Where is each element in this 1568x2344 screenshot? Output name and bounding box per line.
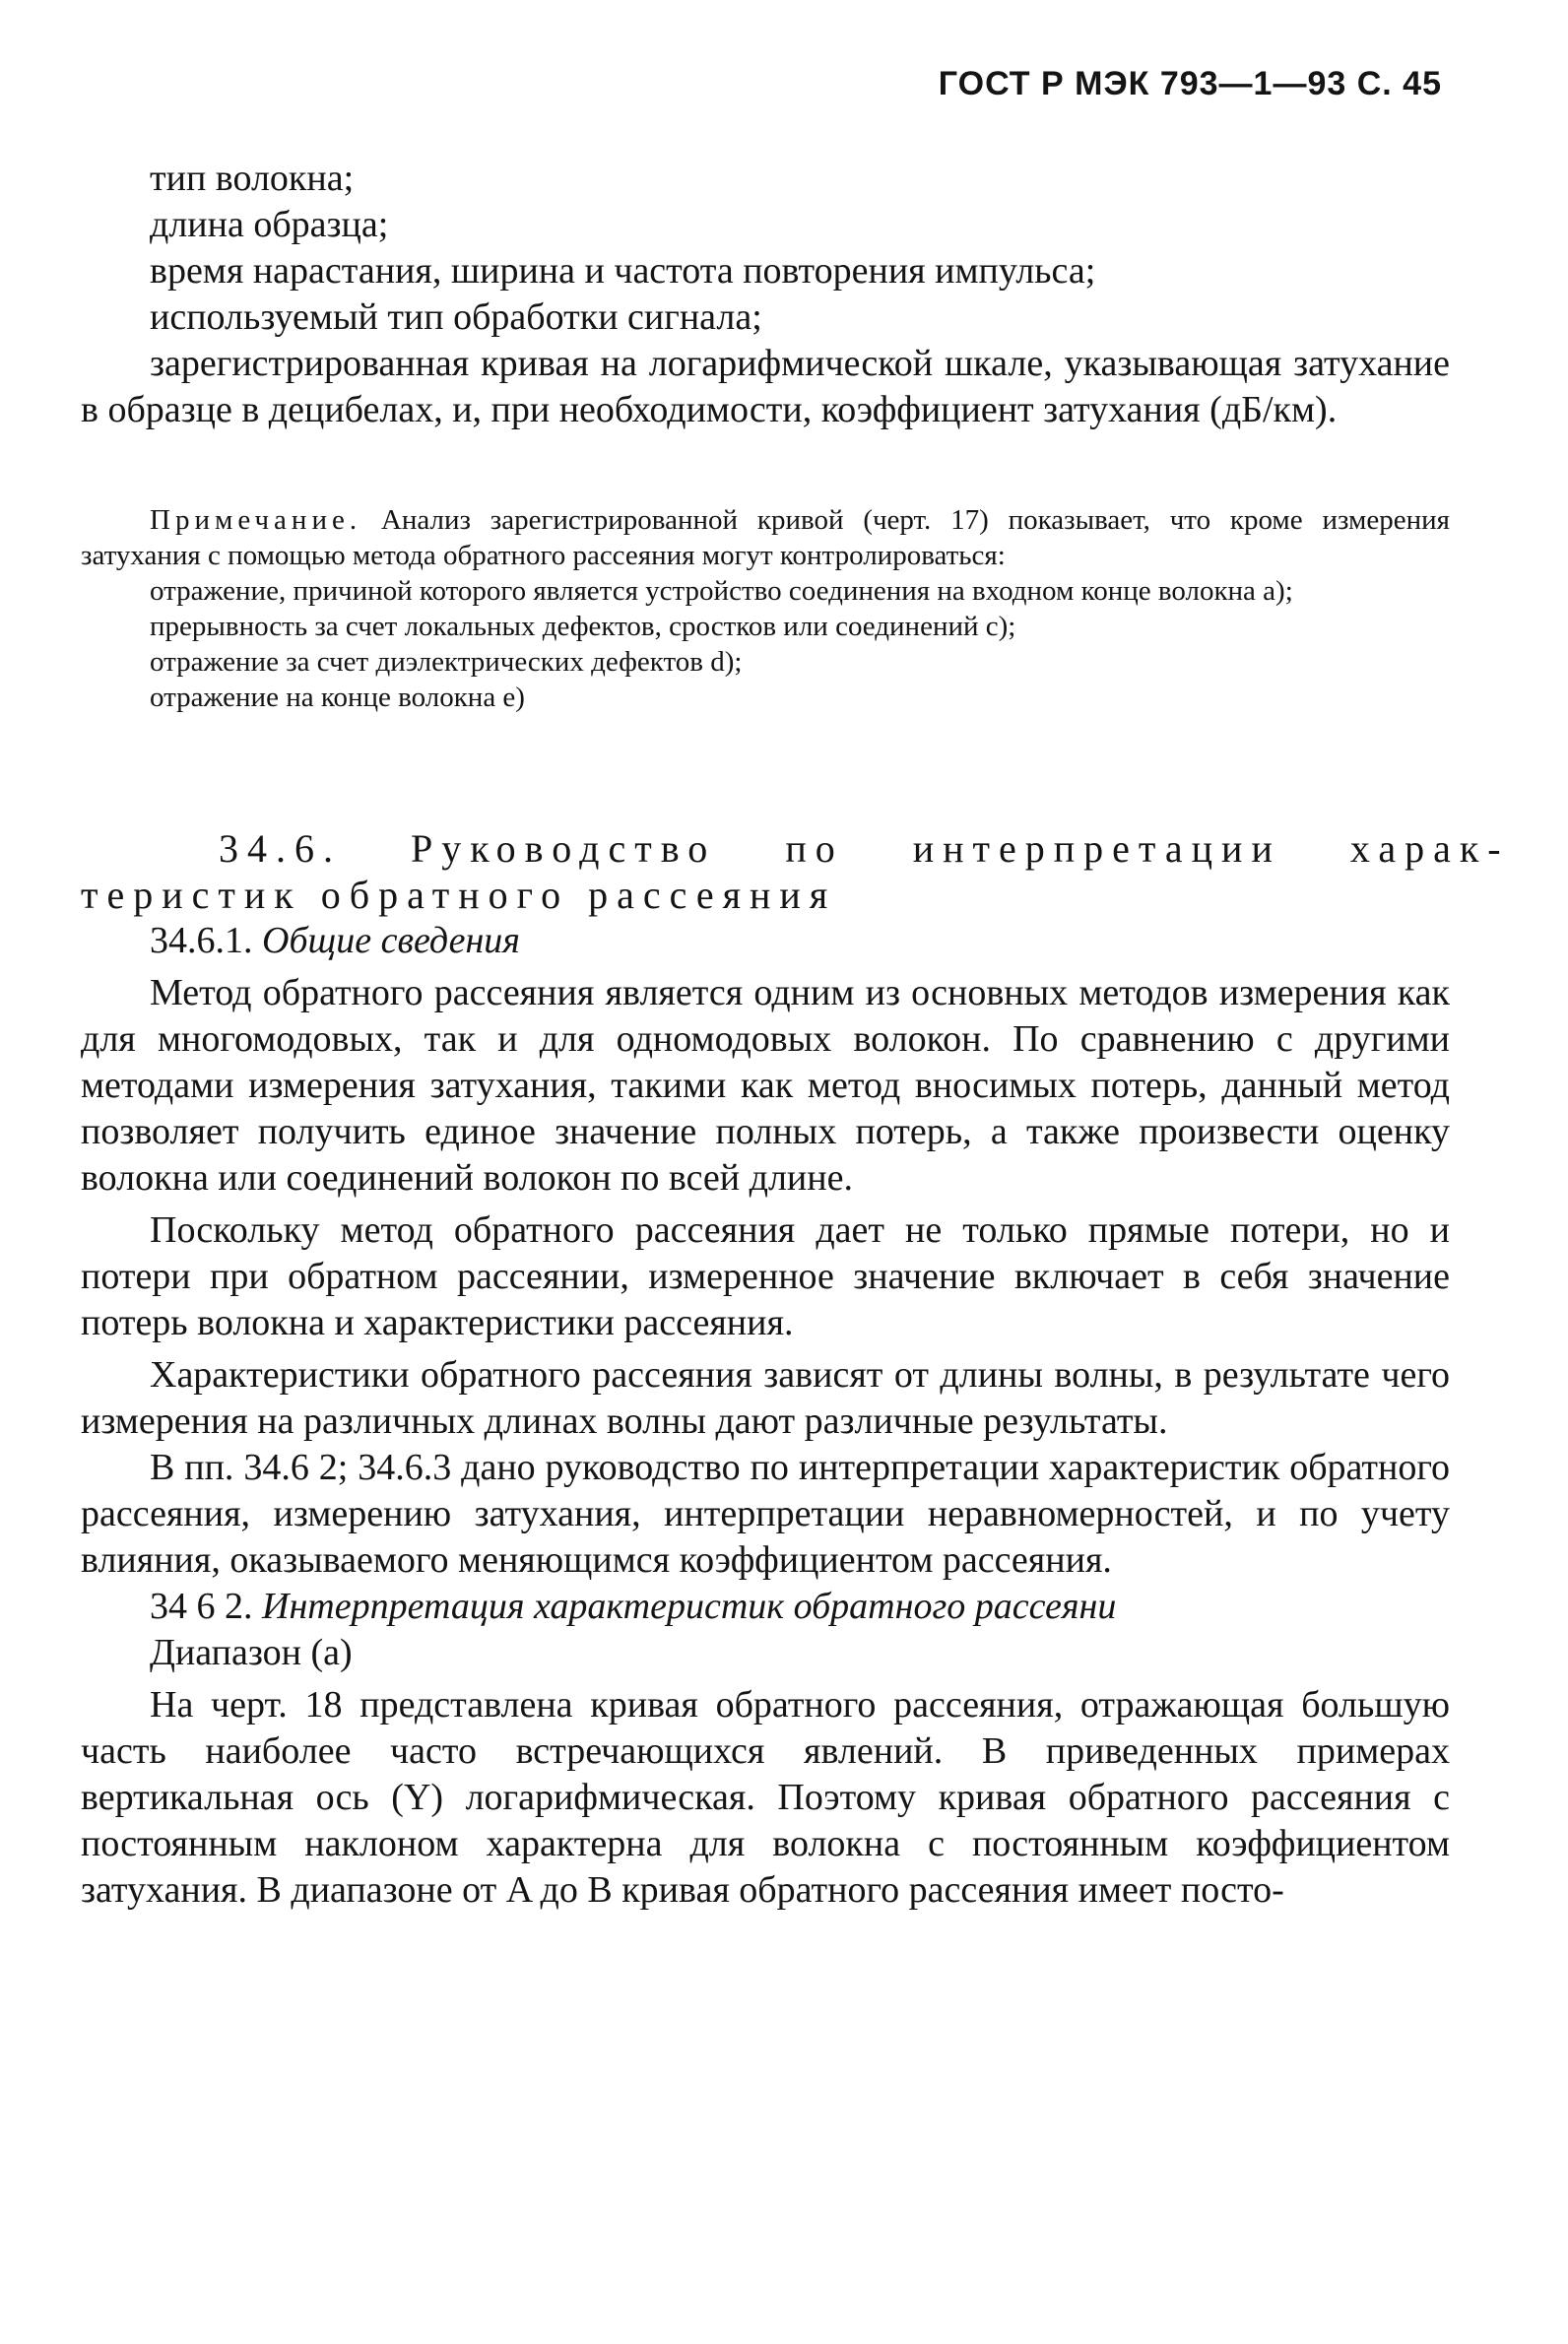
note-intro-text: Анализ зарегистрированной кривой (черт. 17) показывает, что кроме измерения затухания с помощью метода обратного рассеяния могут контролироваться: (81, 504, 1451, 571)
heading-word: харак- (1349, 826, 1510, 871)
list-item: длина образца; (150, 204, 389, 245)
note-label: Примечание. (150, 504, 362, 536)
section-heading-cont: теристик обратного рассеяния (81, 873, 837, 917)
note-block (81, 502, 1450, 715)
note-intro (81, 502, 1450, 573)
paragraph: На черт. 18 представлена кривая обратного рассеяния, отражающая большую часть наиболее часто встречающихся явлений. В приведенных примерах вертикальная ось (Y) логарифмическая. Поэтому кривая обратного рассеяния с постоянным наклоном характерна для волокна с постоянным коэффициентом затухания. В диапазоне от A до B кривая обратного рассеяния имеет посто- (81, 1684, 1450, 1911)
subsection-number: 34 6 2. (150, 1586, 253, 1627)
subsection-heading (81, 918, 1450, 964)
list-item: тип волокна; (150, 158, 355, 199)
subsection-heading (81, 1584, 1450, 1630)
paragraph: Характеристики обратного рассеяния зависят от длины волны, в результате чего измерения на различных длинах волны дают различные результаты. (81, 1354, 1450, 1442)
heading-word: Руководство (411, 826, 717, 871)
list-item: используемый тип обработки сигнала; (150, 296, 762, 338)
paragraph: Поскольку метод обратного рассеяния дает не только прямые потери, но и потери при обратном рассеянии, измеренное значение включает в себя значение потерь волокна и характеристики рассеяния. (81, 1209, 1450, 1343)
paragraph: В пп. 34.6 2; 34.6.3 дано руководство по интерпретации характеристик обратного рассеяния, измерению затухания, интерпретации неравномерностей, и по учету влияния, оказываемого меняющимся коэффициентом рассеяния. (81, 1447, 1450, 1581)
subsection-title: Интерпретация характеристик обратного рассеяни (262, 1586, 1117, 1627)
subsection-number: 34.6.1. (150, 920, 253, 961)
section-34-6 (81, 825, 1510, 1914)
note-item: отражение на конце волокна e) (150, 682, 525, 713)
section-heading (81, 825, 1510, 872)
paragraph: Метод обратного рассеяния является одним из основных методов измерения как для многомодовых, так и для одномодовых волокон. По сравнению с другими методами измерения затухания, такими как метод вносимых потерь, данный метод позволяет получить единое значение полных потерь, а также произвести оценку волокна или соединений волокон по всей длине. (81, 972, 1450, 1199)
range-label: Диапазон (a) (150, 1632, 353, 1673)
note-item: отражение, причиной которого является устройство соединения на входном конце волокна a); (150, 575, 1293, 607)
note-item: прерывность за счет локальных дефектов, сростков или соединений c); (150, 611, 1016, 642)
heading-number: 34.6. (219, 826, 342, 871)
subsection-title: Общие сведения (262, 920, 520, 961)
running-header: ГОСТ Р МЭК 793—1—93 С. 45 (938, 65, 1442, 102)
heading-word: интерпретации (912, 826, 1281, 871)
note-item: отражение за счет диэлектрических дефектов d); (150, 646, 743, 678)
list-item: зарегистрированная кривая на логарифмической шкале, указывающая затухание в образце в децибелах, и, при необходимости, коэффициент затухания (дБ/км). (81, 343, 1450, 430)
parameter-list (81, 156, 1450, 433)
heading-word: по (785, 826, 844, 871)
list-item: время нарастания, ширина и частота повторения импульса; (150, 250, 1096, 292)
